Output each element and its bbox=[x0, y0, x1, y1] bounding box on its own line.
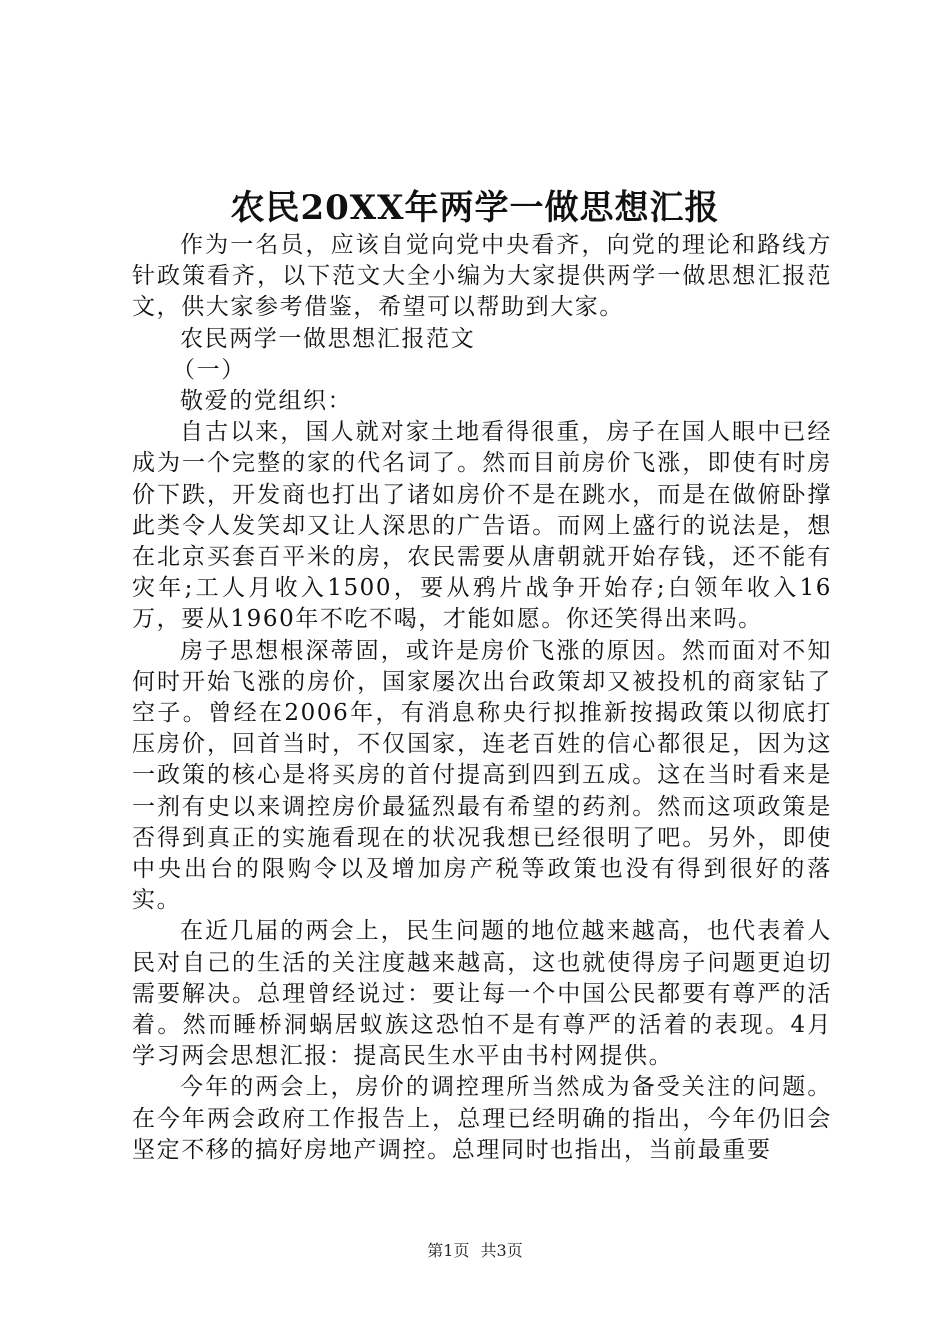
page-number: 第1页 bbox=[427, 1241, 470, 1260]
body-paragraph: 今年的两会上，房价的调控理所当然成为备受关注的问题。在今年两会政府工作报告上，总理已经明确的指出，今年仍旧会坚定不移的搞好房地产调控。总理同时也指出，当前最重要 bbox=[132, 1074, 832, 1163]
section-heading: 农民两学一做思想汇报范文 bbox=[180, 325, 476, 352]
intro-paragraph: 作为一名员，应该自觉向党中央看齐，向党的理论和路线方针政策看齐，以下范文大全小编为大家提供两学一做思想汇报范文，供大家参考借鉴，希望可以帮助到大家。 bbox=[132, 232, 832, 321]
body-paragraph: 自古以来，国人就对家土地看得很重，房子在国人眼中已经成为一个完整的家的代名词了。然而目前房价飞涨，即使有时房价下跌，开发商也打出了诸如房价不是在跳水，而是在做俯卧撑此类令人发笑却又让人深思的广告语。而网上盛行的说法是，想在北京买套百平米的房，农民需要从唐朝就开始存钱，还不能有灾年;工人月收入1500，要从鸦片战争开始存;白领年收入16万，要从1960年不吃不喝，才能如愿。你还笑得出来吗。 bbox=[132, 419, 832, 633]
body-paragraph: 在近几届的两会上，民生问题的地位越来越高，也代表着人民对自己的生活的关注度越来越高，这也就使得房子问题更迫切需要解决。总理曾经说过：要让每一个中国公民都要有尊严的活着。然而睡桥洞蜗居蚁族这恐怕不是有尊严的活着的表现。4月学习两会思想汇报：提高民生水平由书村网提供。 bbox=[132, 918, 832, 1070]
document-body bbox=[132, 230, 832, 1166]
body-paragraph: 房子思想根深蒂固，或许是房价飞涨的原因。然而面对不知何时开始飞涨的房价，国家屡次出台政策却又被投机的商家钻了空子。曾经在2006年，有消息称央行拟推新按揭政策以彻底打压房价，回首当时，不仅国家，连老百姓的信心都很足，因为这一政策的核心是将买房的首付提高到四到五成。这在当时看来是一剂有史以来调控房价最猛烈最有希望的药剂。然而这项政策是否得到真正的实施看现在的状况我想已经很明了吧。另外，即使中央出台的限购令以及增加房产税等政策也没有得到很好的落实。 bbox=[132, 637, 832, 914]
page-total: 共3页 bbox=[480, 1241, 523, 1260]
section-number: （一） bbox=[172, 356, 246, 383]
document-title: 农民20XX年两学一做思想汇报 bbox=[230, 188, 720, 228]
salutation: 敬爱的党组织： bbox=[180, 388, 353, 415]
page-footer bbox=[0, 1240, 950, 1262]
